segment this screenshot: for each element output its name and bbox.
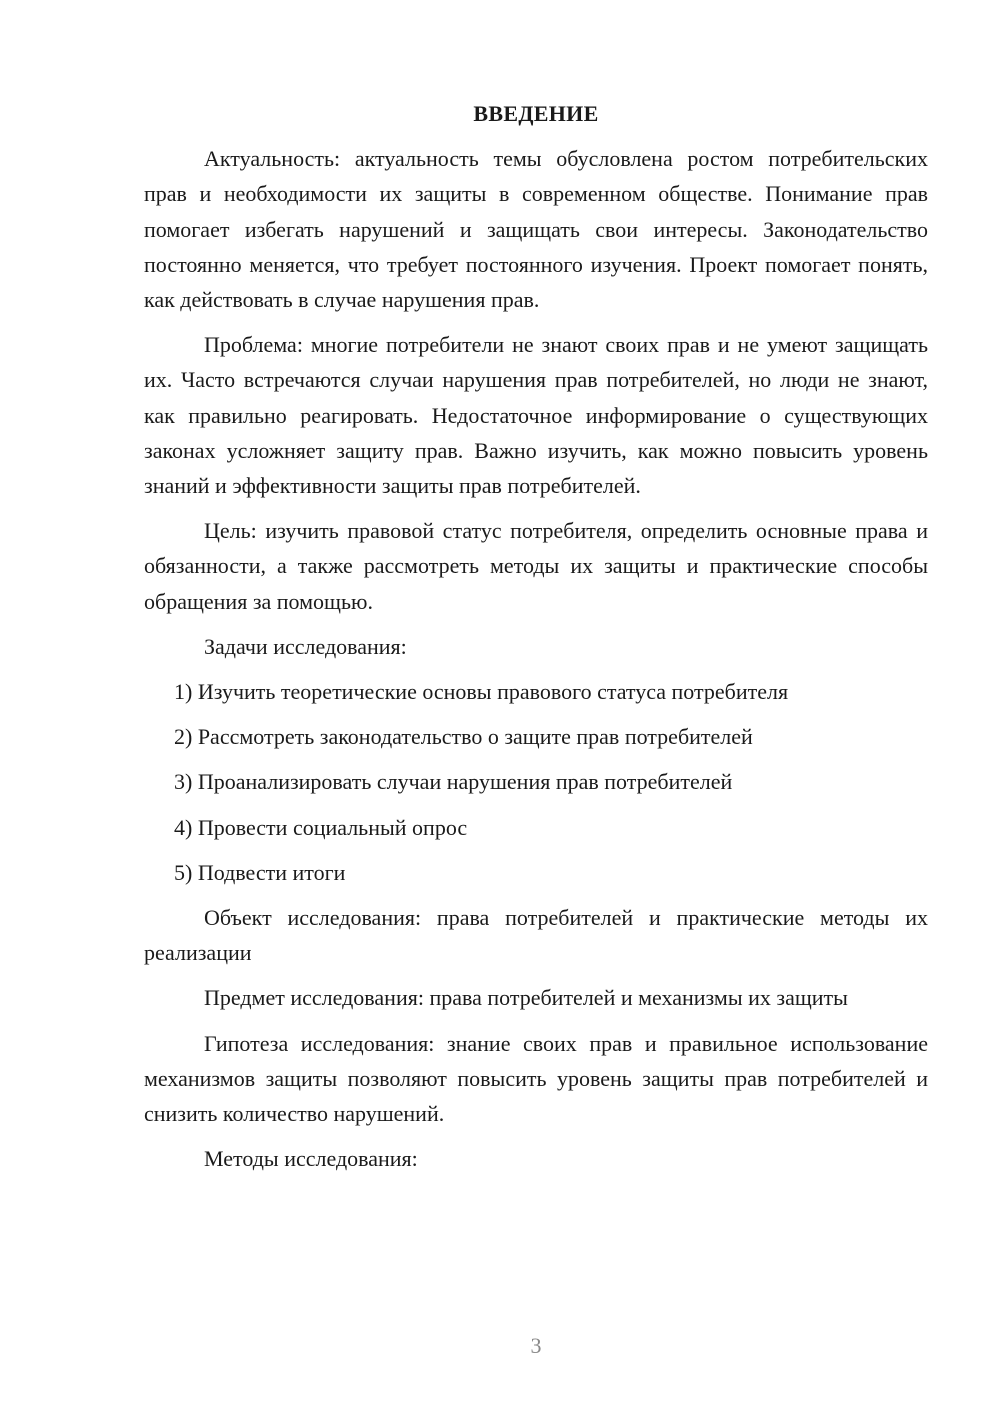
list-item: 4) Провести социальный опрос [174,814,468,840]
page-number: 3 [530,1333,542,1358]
tasks-list [144,674,928,890]
paragraph-goal: Цель: изучить правовой статус потребителя, определить основные права и обязанности, а также рассмотреть методы их защиты и практические способы обращения за помощью. [144,518,928,614]
paragraph-problem: Проблема: многие потребители не знают своих прав и не умеют защищать их. Часто встречаются случаи нарушения прав потребителей, но люди не знают, как правильно реагировать. Недостаточное информирование о существующих законах усложняет защиту прав. Важно изучить, как можно повысить уровень знаний и эффективности защиты прав потребителей. [144,332,928,499]
list-item: 3) Проанализировать случаи нарушения прав потребителей [174,769,733,795]
document-body [144,96,928,1186]
paragraph-hypothesis: Гипотеза исследования: знание своих прав и правильное использование механизмов защиты позволяют повысить уровень защиты прав потребителей и снизить количество нарушений. [144,1030,928,1127]
paragraph-relevance: Актуальность: актуальность темы обусловлена ростом потребительских прав и необходимости их защиты в современном обществе. Понимание прав помогает избегать нарушений и защищать свои интересы. Законодательство постоянно меняется, что требует постоянного изучения. Проект помогает понять, как действовать в случае нарушения прав. [144,146,928,313]
list-item: 5) Подвести итоги [174,859,346,885]
list-item: 2) Рассмотреть законодательство о защите прав потребителей [174,724,753,750]
page-title: ВВЕДЕНИЕ [473,101,599,126]
tasks-heading: Задачи исследования: [204,633,407,659]
paragraph-subject: Предмет исследования: права потребителей и механизмы их защиты [204,985,848,1011]
paragraph-object: Объект исследования: права потребителей и практические методы их реализации [144,905,928,966]
list-item: 1) Изучить теоретические основы правового статуса потребителя [174,679,789,705]
methods-heading: Методы исследования: [204,1146,418,1172]
